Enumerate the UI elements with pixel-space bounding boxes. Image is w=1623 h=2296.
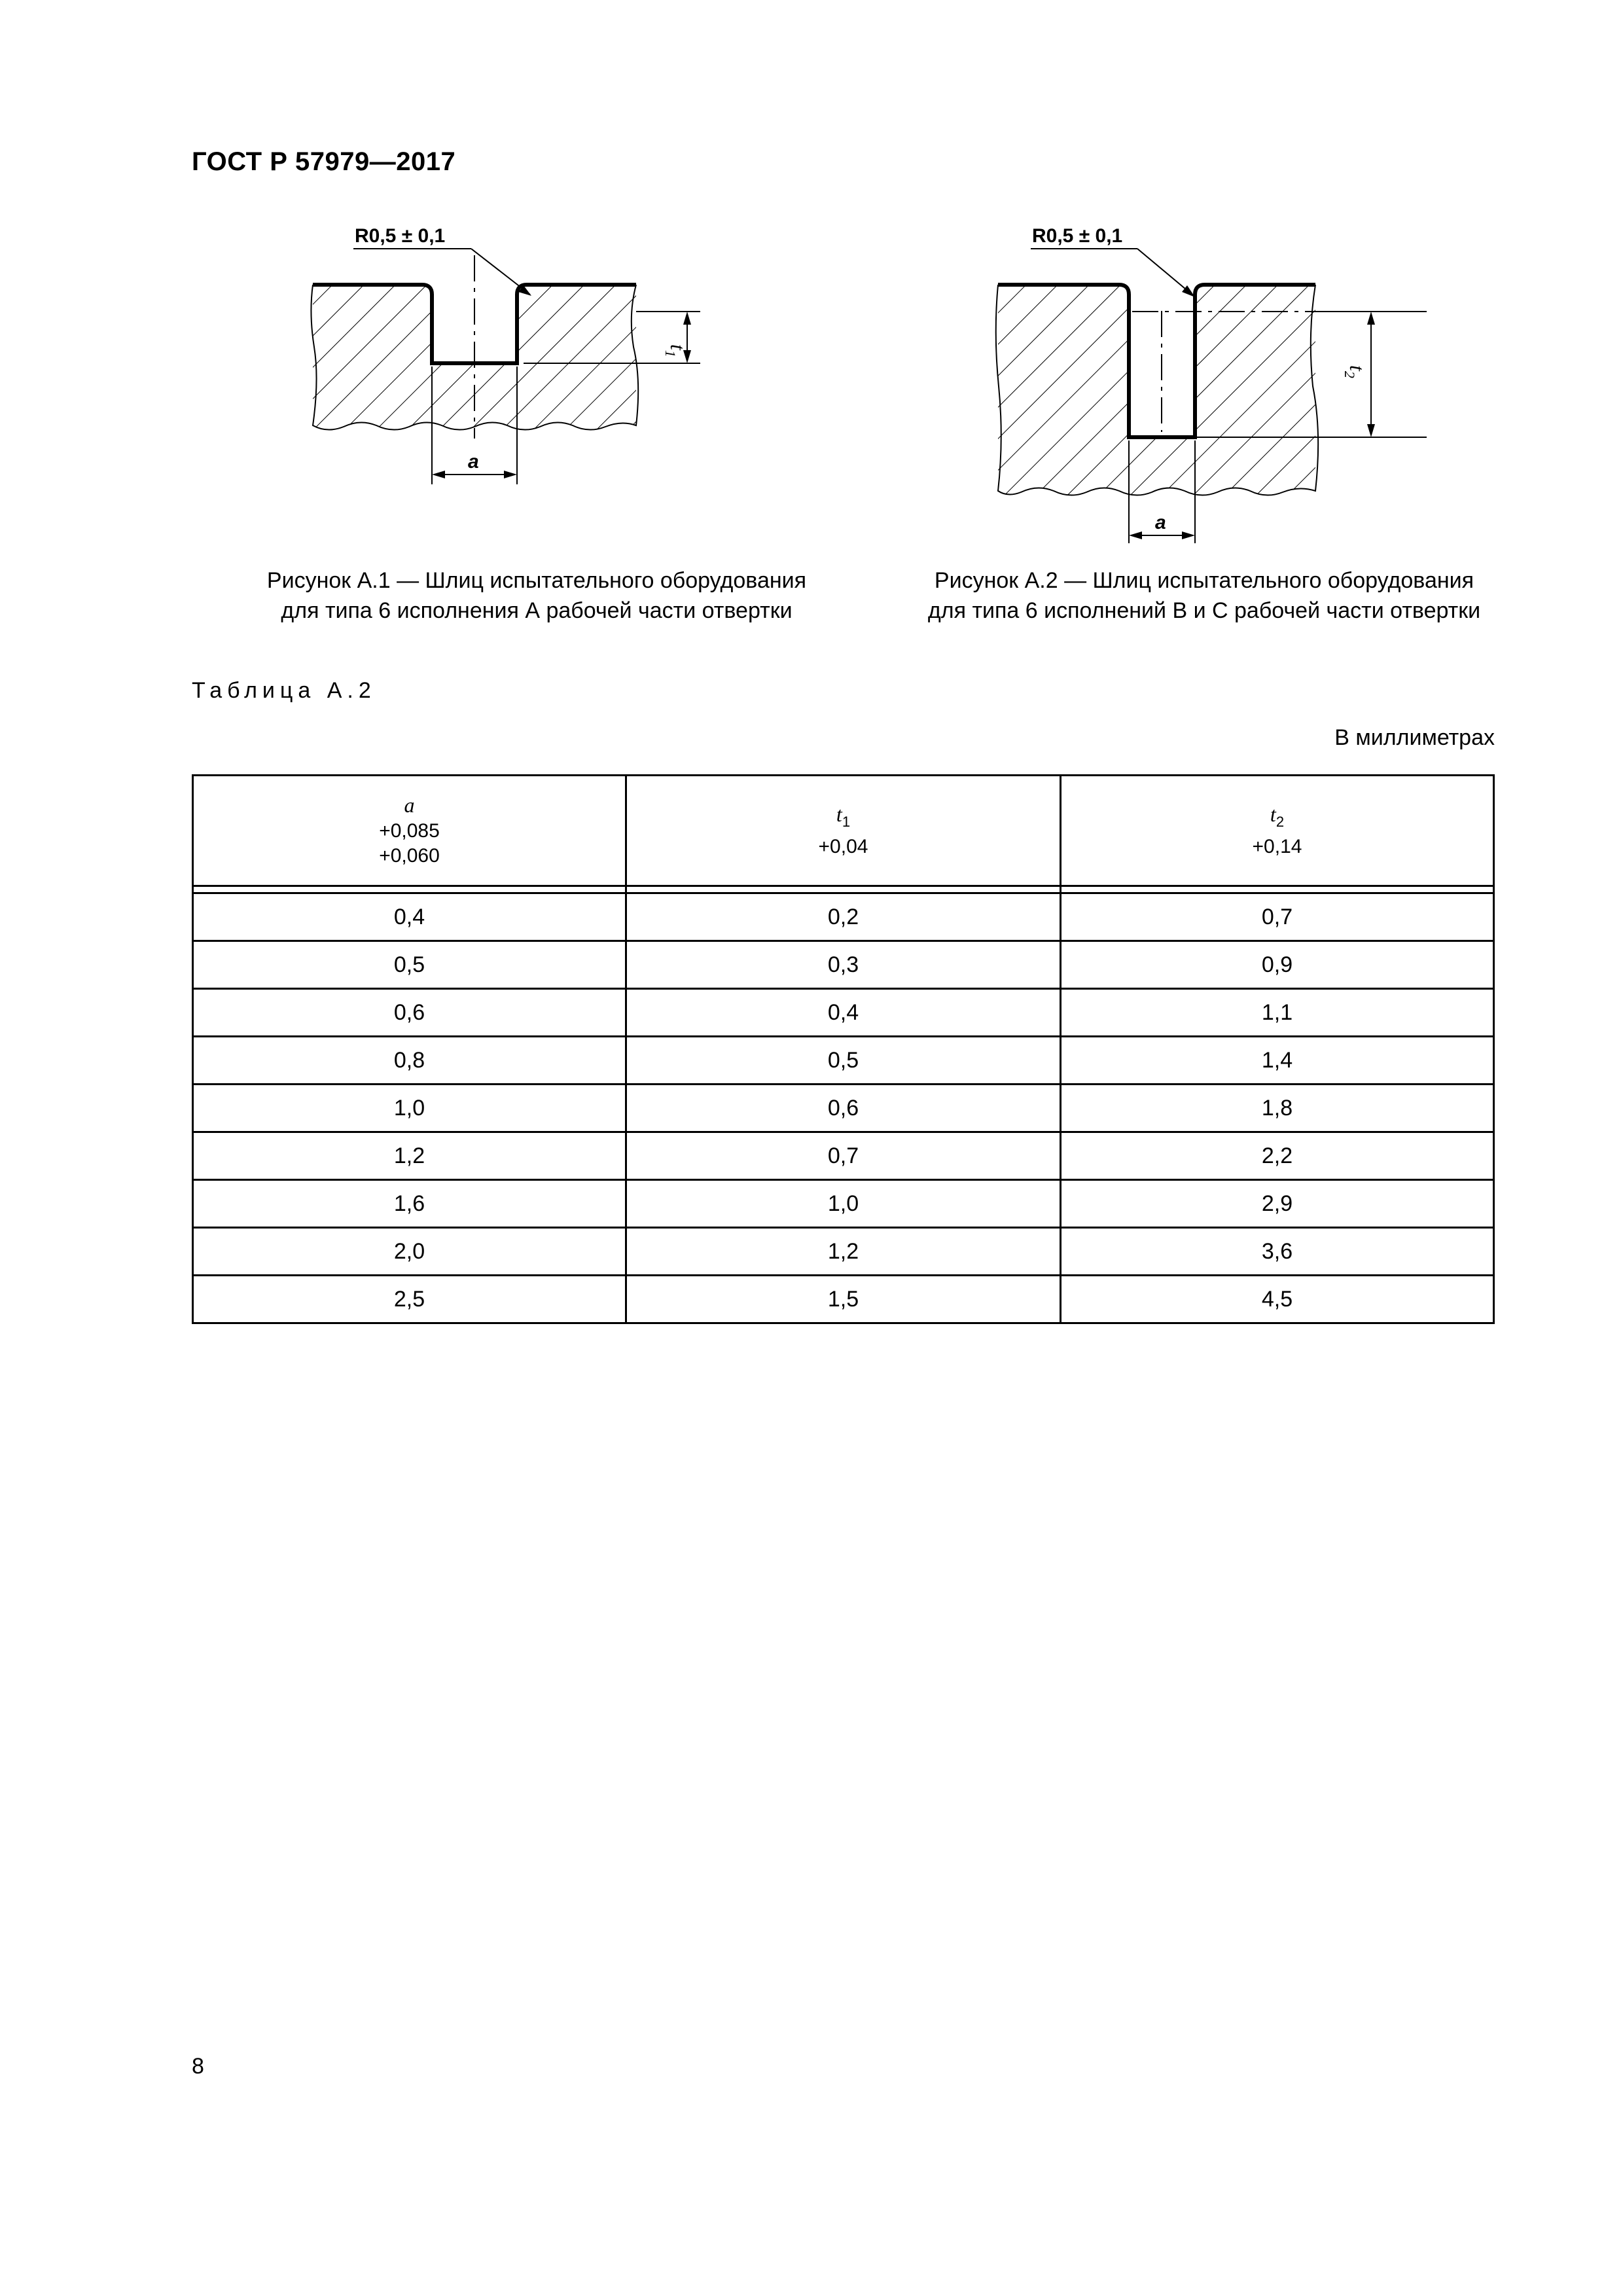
- table-cell: 1,4: [1060, 1037, 1493, 1085]
- table-cell: 0,7: [626, 1132, 1061, 1180]
- radius-label-2: R0,5 ± 0,1: [1032, 225, 1123, 247]
- table-cell: 1,0: [626, 1180, 1061, 1228]
- figure-a1-slot-drawing: [275, 216, 720, 504]
- column-header-t2: [1060, 776, 1493, 886]
- table-cell: 0,6: [626, 1085, 1061, 1132]
- table-cell: 2,0: [193, 1228, 626, 1276]
- width-label-a2: a: [1155, 512, 1166, 533]
- table-row: [193, 1037, 1494, 1085]
- column-tolerance-lower: +0,060: [379, 845, 440, 867]
- table-cell: 1,8: [1060, 1085, 1493, 1132]
- table-cell: 4,5: [1060, 1276, 1493, 1323]
- table-row: [193, 1276, 1494, 1323]
- caption-line: для типа 6 исполнения А рабочей части отвертки: [281, 598, 793, 623]
- column-header-t1: [626, 776, 1061, 886]
- table-row: [193, 893, 1494, 941]
- table-units: В миллиметрах: [1334, 725, 1495, 750]
- table-cell: 0,7: [1060, 893, 1493, 941]
- column-tolerance-upper: +0,085: [379, 820, 440, 842]
- column-tolerance-upper: +0,04: [818, 836, 868, 857]
- column-subscript: 1: [842, 814, 851, 830]
- table-cell: 0,5: [626, 1037, 1061, 1085]
- column-symbol: t: [836, 802, 842, 826]
- table-row: [193, 941, 1494, 989]
- header-separator: [193, 886, 1494, 893]
- table-cell: 1,5: [626, 1276, 1061, 1323]
- table-row: [193, 1085, 1494, 1132]
- table-cell: 0,9: [1060, 941, 1493, 989]
- table-row: [193, 1180, 1494, 1228]
- table-cell: 1,2: [626, 1228, 1061, 1276]
- caption-line: Рисунок А.2 — Шлиц испытательного оборудования: [934, 568, 1474, 593]
- table-cell: 2,2: [1060, 1132, 1493, 1180]
- radius-label-1: R0,5 ± 0,1: [355, 225, 446, 247]
- page-number: 8: [192, 2054, 204, 2079]
- figure-a1-caption: [190, 565, 883, 626]
- column-symbol: a: [404, 793, 415, 817]
- table-cell: 2,9: [1060, 1180, 1493, 1228]
- table-title: Таблица А.2: [192, 678, 376, 703]
- table-row: [193, 989, 1494, 1037]
- table-cell: 2,5: [193, 1276, 626, 1323]
- figure-a2-caption: [844, 565, 1564, 626]
- figure-a2-slot-drawing: [969, 216, 1466, 556]
- table-cell: 1,6: [193, 1180, 626, 1228]
- caption-line: для типа 6 исполнений В и С рабочей части отвертки: [927, 598, 1481, 623]
- table-cell: 0,2: [626, 893, 1061, 941]
- table-row: [193, 1132, 1494, 1180]
- table-cell: 1,0: [193, 1085, 626, 1132]
- depth-label-t1: $t_1$: [662, 344, 690, 357]
- column-subscript: 2: [1275, 814, 1285, 830]
- table-cell: 1,2: [193, 1132, 626, 1180]
- column-tolerance-upper: +0,14: [1252, 836, 1302, 857]
- table-cell: 3,6: [1060, 1228, 1493, 1276]
- table-cell: 0,4: [193, 893, 626, 941]
- document-header: ГОСТ Р 57979—2017: [192, 147, 456, 176]
- table-cell: 1,1: [1060, 989, 1493, 1037]
- dimensions-table: [192, 774, 1495, 1324]
- width-label-a1: a: [468, 451, 479, 473]
- table-header-row: [193, 776, 1494, 886]
- column-symbol: t: [1270, 802, 1276, 826]
- table-cell: 0,8: [193, 1037, 626, 1085]
- depth-label-t2: $t_2$: [1342, 365, 1369, 378]
- table-cell: 0,6: [193, 989, 626, 1037]
- table-cell: 0,3: [626, 941, 1061, 989]
- column-header-a: [193, 776, 626, 886]
- table-cell: 0,5: [193, 941, 626, 989]
- caption-line: Рисунок А.1 — Шлиц испытательного оборудования: [266, 568, 807, 593]
- table-row: [193, 1228, 1494, 1276]
- table-cell: 0,4: [626, 989, 1061, 1037]
